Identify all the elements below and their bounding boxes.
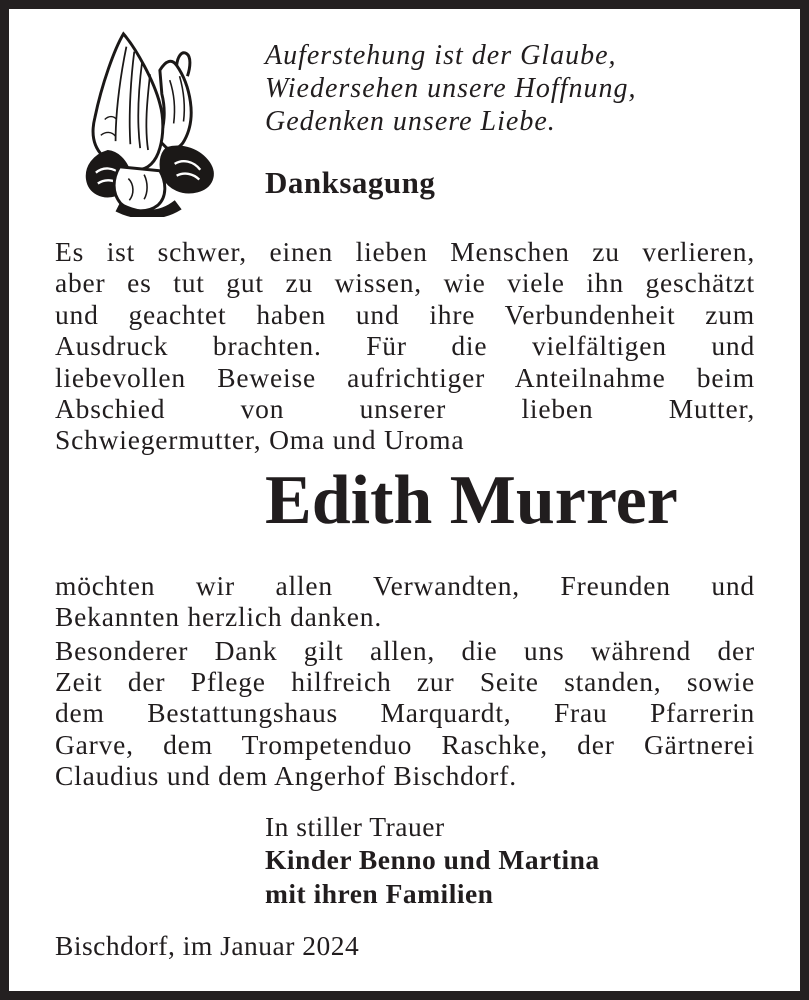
paragraph-line: Claudius und dem Angerhof Bischdorf. [55,760,517,792]
acknowledgment-paragraph [55,236,755,456]
mourning-intro: In stiller Trauer [265,810,445,842]
paragraph-line: Besonderer Dank gilt allen, die uns während der [55,634,755,666]
paragraph-line: möchten wir allen Verwandten, Freunden und [55,569,755,601]
paragraph-line: Schwiegermutter, Oma und Uroma [55,424,465,456]
paragraph-line: Ausdruck brachten. Für die vielfältigen und [55,330,755,362]
paragraph-line: dem Bestattungshaus Marquardt, Frau Pfarrerin [55,697,755,729]
mourners-line: mit ihren Familien [265,877,494,909]
signature-block [265,810,755,911]
notice-header [55,25,755,215]
quote-line: Gedenken unsere Liebe. [265,106,556,137]
danksagung-heading: Danksagung [265,165,436,200]
paragraph-line: Zeit der Pflege hilfreich zur Seite standen, sowie [55,666,755,698]
dateline: Bischdorf, im Januar 2024 [55,930,360,962]
paragraph-line: Es ist schwer, einen lieben Menschen zu verlieren, [55,236,755,267]
paragraph-line: und geachtet haben und ihre Verbundenheit zum [55,298,755,330]
paragraph-line: Garve, dem Trompetenduo Raschke, der Gärtnerei [55,728,755,760]
paragraph-line: Bekannten herzlich danken. [55,601,382,633]
paragraph-line: aber es tut gut zu wissen, wie viele ihn geschätzt [55,267,755,299]
memorial-quote [265,25,755,138]
paragraph-line: Abschied von unserer lieben Mutter, [55,393,755,425]
praying-hands-icon [83,25,221,217]
thanks-paragraph [55,570,755,633]
quote-line: Auferstehung ist der Glaube, [265,40,617,71]
quote-line: Wiedersehen unsere Hoffnung, [265,73,637,104]
special-thanks-paragraph [55,635,755,792]
deceased-name: Edith Murrer [265,461,678,539]
paragraph-line: liebevollen Beweise aufrichtiger Anteilnahme beim [55,361,755,393]
mourners-line: Kinder Benno und Martina [265,844,600,876]
